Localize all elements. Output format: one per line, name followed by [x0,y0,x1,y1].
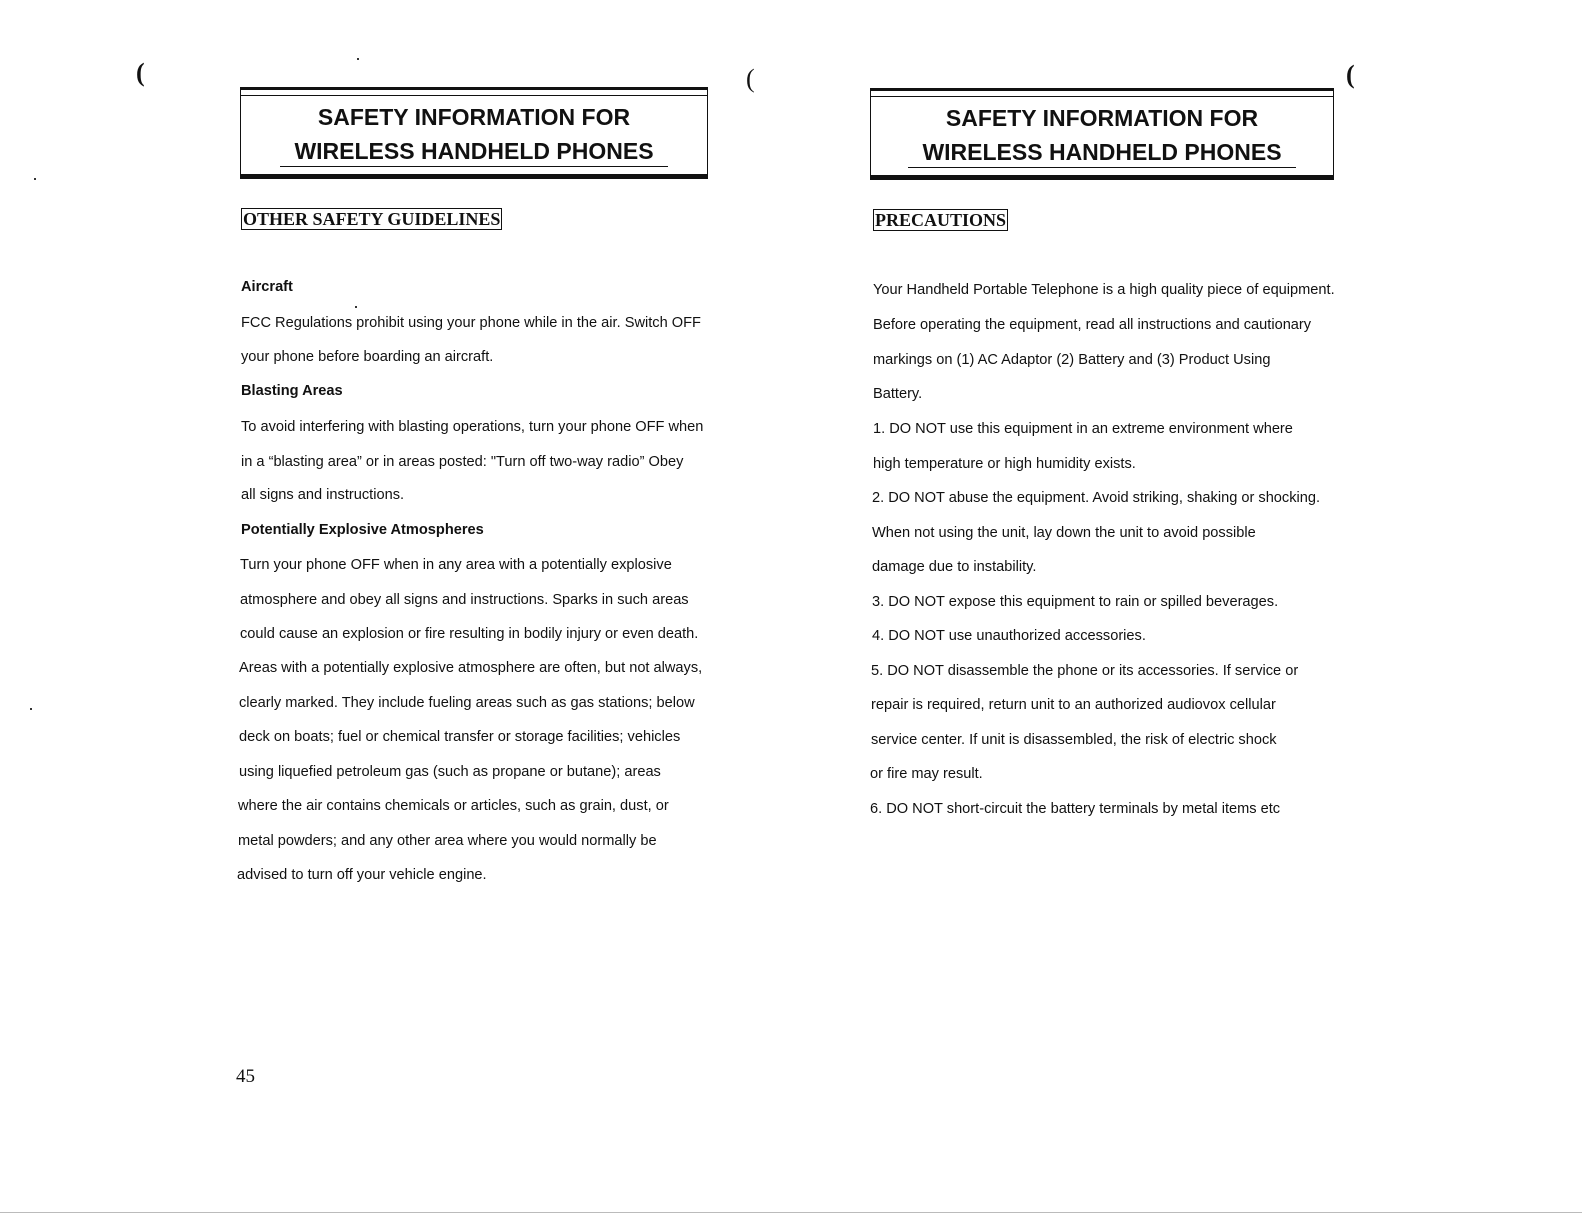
margin-paren-center: ( [746,64,755,93]
body-line: FCC Regulations prohibit using your phone while in the air. Switch OFF [241,315,701,331]
header-title-line1: SAFETY INFORMATION FOR [317,104,631,130]
subheading: Aircraft [241,279,293,295]
body-line: advised to turn off your vehicle engine. [237,867,487,883]
body-line: 3. DO NOT expose this equipment to rain or spilled beverages. [872,594,1279,610]
left-header-title [241,100,707,168]
scan-speck [34,178,36,180]
right-header-title [871,101,1333,169]
body-line: your phone before boarding an aircraft. [241,349,494,365]
body-line: Battery. [873,386,923,402]
body-line: 1. DO NOT use this equipment in an extreme environment where [873,421,1293,437]
header-title-line1: SAFETY INFORMATION FOR [945,105,1259,131]
left-header-box [240,87,708,179]
header-title-line2: WIRELESS HANDHELD PHONES [280,136,667,167]
body-line: damage due to instability. [872,559,1037,575]
body-line: where the air contains chemicals or articles, such as grain, dust, or [238,798,669,814]
scan-speck [355,306,357,308]
scan-edge-rule [0,1212,1582,1213]
body-line: clearly marked. They include fueling areas such as gas stations; below [239,695,695,711]
body-line: Areas with a potentially explosive atmosphere are often, but not always, [239,660,703,676]
body-line: 5. DO NOT disassemble the phone or its accessories. If service or [871,663,1299,679]
body-line: To avoid interfering with blasting operations, turn your phone OFF when [241,419,704,435]
margin-paren-left: ( [136,58,145,87]
body-line: repair is required, return unit to an authorized audiovox cellular [871,697,1276,713]
body-line: atmosphere and obey all signs and instructions. Sparks in such areas [240,592,689,608]
body-line: high temperature or high humidity exists. [873,456,1136,472]
header-inner-rule [871,96,1333,97]
header-inner-rule [241,95,707,96]
page-number: 45 [236,1066,255,1087]
margin-paren-right: ( [1346,60,1355,89]
body-line: using liquefied petroleum gas (such as propane or butane); areas [239,764,661,780]
body-line: markings on (1) AC Adaptor (2) Battery and (3) Product Using [873,352,1271,368]
body-line: all signs and instructions. [241,487,405,503]
body-line: Before operating the equipment, read all instructions and cautionary [873,317,1312,333]
subheading: Blasting Areas [241,383,343,399]
body-line: Turn your phone OFF when in any area with a potentially explosive [240,557,672,573]
section-label-other-safety-guidelines: OTHER SAFETY GUIDELINES [243,209,501,229]
subheading: Potentially Explosive Atmospheres [241,522,484,538]
body-line: When not using the unit, lay down the unit to avoid possible [872,525,1256,541]
header-title-line2: WIRELESS HANDHELD PHONES [908,137,1295,168]
section-label-precautions: PRECAUTIONS [875,210,1007,230]
body-line: 2. DO NOT abuse the equipment. Avoid striking, shaking or shocking. [872,490,1321,506]
body-line: in a “blasting area” or in areas posted: "Turn off two-way radio” Obey [241,454,684,470]
body-line: 4. DO NOT use unauthorized accessories. [872,628,1146,644]
scan-speck [30,708,32,710]
body-line: deck on boats; fuel or chemical transfer or storage facilities; vehicles [239,729,681,745]
scan-speck [357,58,359,60]
right-header-box [870,88,1334,180]
body-line: Your Handheld Portable Telephone is a high quality piece of equipment. [873,282,1335,298]
body-line: service center. If unit is disassembled, the risk of electric shock [871,732,1277,748]
body-line: or fire may result. [870,766,983,782]
body-line: 6. DO NOT short-circuit the battery terminals by metal items etc [870,801,1281,817]
body-line: could cause an explosion or fire resulting in bodily injury or even death. [240,626,699,642]
body-line: metal powders; and any other area where you would normally be [238,833,657,849]
